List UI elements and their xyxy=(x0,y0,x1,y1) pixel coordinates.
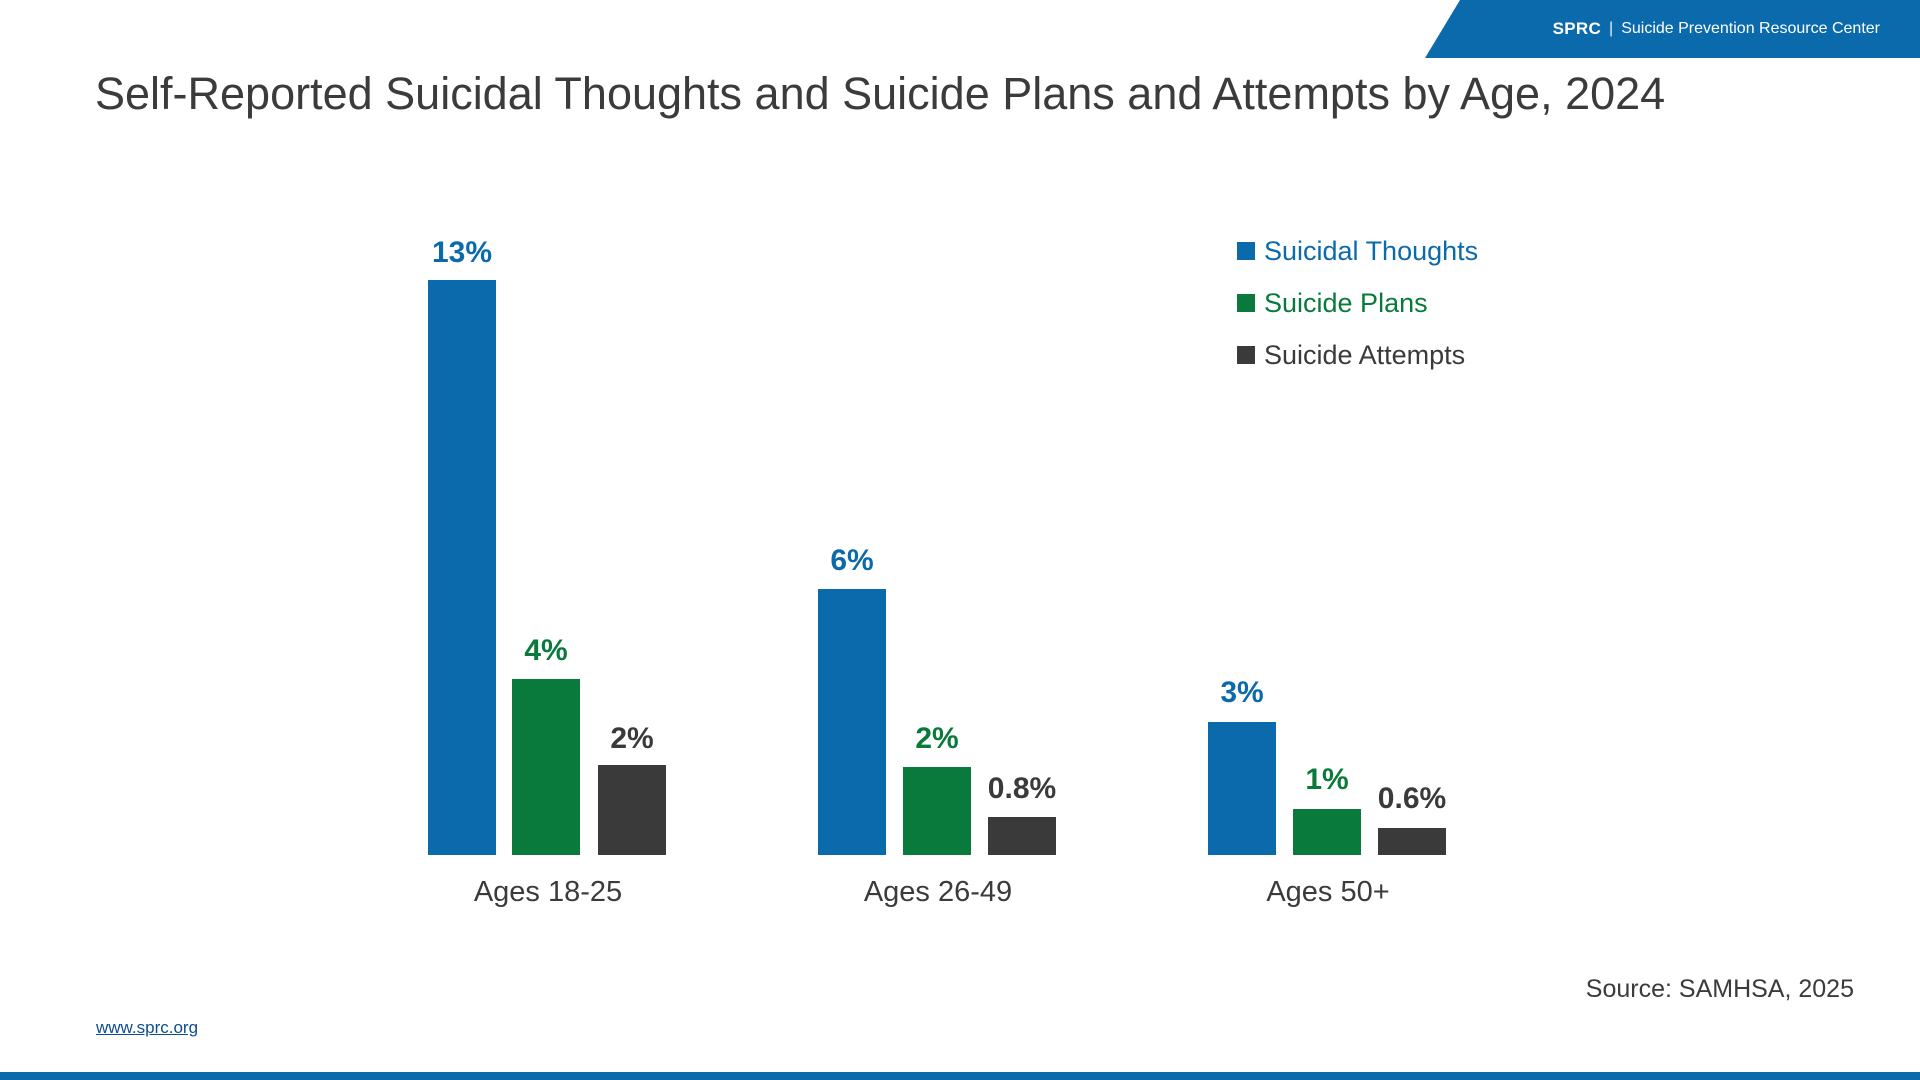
legend-swatch-icon xyxy=(1237,242,1255,260)
bar-ages-26-49-suicide-attempts xyxy=(988,817,1056,855)
brand-abbreviation: SPRC xyxy=(1552,19,1602,38)
legend-label: Suicide Attempts xyxy=(1264,339,1466,370)
legend-item-suicide-attempts xyxy=(1237,329,1478,381)
brand-full-name: Suicide Prevention Resource Center xyxy=(1621,20,1880,37)
brand-separator: | xyxy=(1609,20,1614,37)
bar-value-label: 1% xyxy=(1305,763,1349,796)
bar-ages-18-25-suicidal-thoughts xyxy=(428,280,496,855)
bar-ages-50-plus-suicidal-thoughts xyxy=(1208,722,1276,855)
legend-swatch-icon xyxy=(1237,346,1255,364)
category-label-ages-50-plus: Ages 50+ xyxy=(1266,876,1390,908)
page-title: Self-Reported Suicidal Thoughts and Suicide Plans and Attempts by Age, 2024 xyxy=(95,68,1666,119)
chart-legend xyxy=(1237,225,1478,381)
footer-rule xyxy=(0,1072,1920,1080)
bar-value-label: 3% xyxy=(1220,676,1264,709)
legend-item-suicide-plans xyxy=(1237,277,1478,329)
bar-value-label: 13% xyxy=(431,236,493,269)
legend-label: Suicidal Thoughts xyxy=(1264,235,1479,266)
website-link[interactable]: www.sprc.org xyxy=(96,1018,199,1037)
bar-ages-26-49-suicide-plans xyxy=(903,767,971,855)
legend-item-suicidal-thoughts xyxy=(1237,225,1478,277)
bar-value-label: 2% xyxy=(915,722,959,755)
bar-value-label: 6% xyxy=(830,544,874,577)
header-bar xyxy=(0,0,1920,58)
legend-label: Suicide Plans xyxy=(1264,287,1428,318)
category-label-ages-26-49: Ages 26-49 xyxy=(863,876,1013,908)
source-note: Source: SAMHSA, 2025 xyxy=(1585,975,1854,1003)
bar-value-label: 4% xyxy=(524,634,568,667)
bar-value-label: 0.6% xyxy=(1377,782,1447,815)
brand-lockup xyxy=(1553,0,1880,58)
bar-ages-50-plus-suicide-attempts xyxy=(1378,828,1446,855)
bar-value-label: 2% xyxy=(610,722,654,755)
bar-ages-26-49-suicidal-thoughts xyxy=(818,589,886,855)
bar-ages-50-plus-suicide-plans xyxy=(1293,809,1361,855)
bar-ages-18-25-suicide-plans xyxy=(512,679,580,855)
header-notch-decoration xyxy=(0,0,1460,58)
bar-value-label: 0.8% xyxy=(987,772,1057,805)
category-label-ages-18-25: Ages 18-25 xyxy=(473,876,623,908)
bar-ages-18-25-suicide-attempts xyxy=(598,765,666,855)
legend-swatch-icon xyxy=(1237,294,1255,312)
